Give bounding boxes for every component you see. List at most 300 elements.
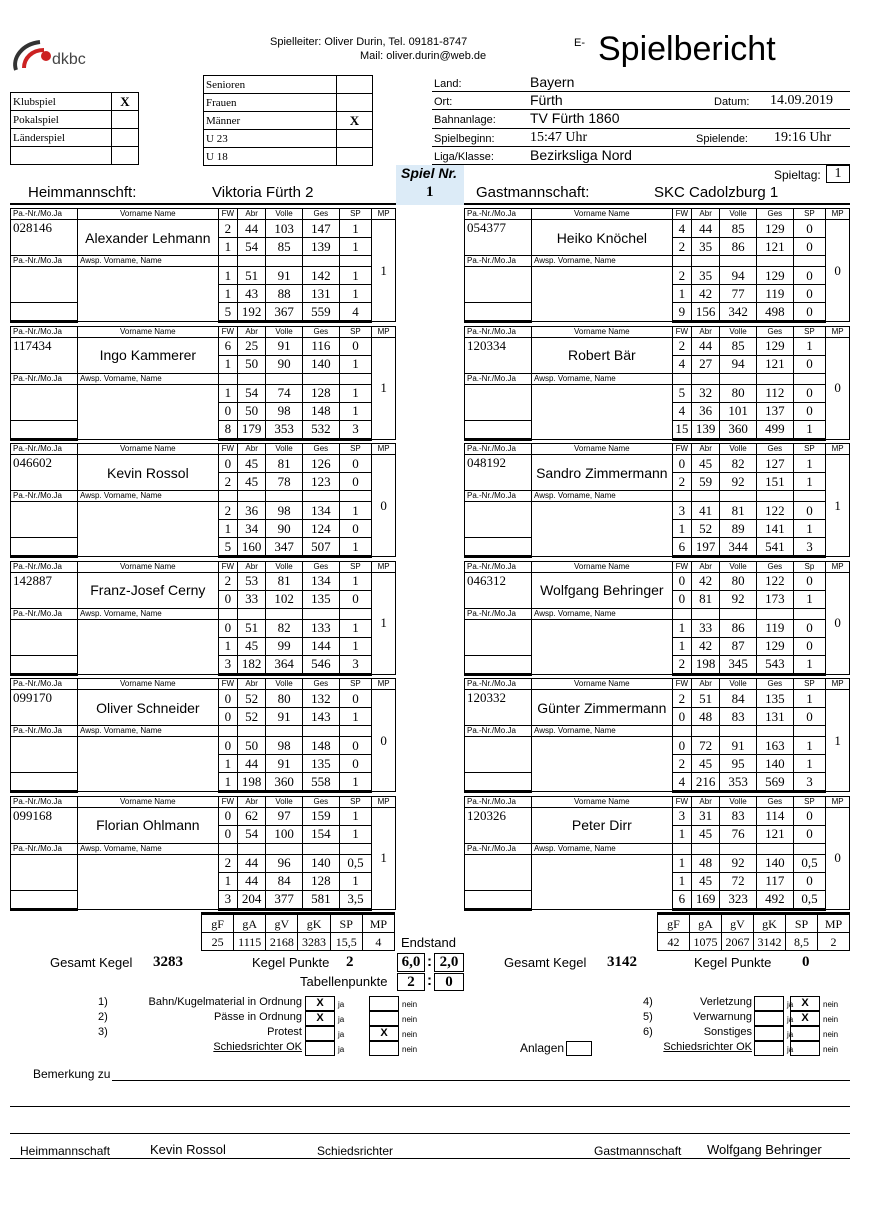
score-cell: 83 xyxy=(720,807,757,825)
empty-cell xyxy=(692,843,720,854)
total-cell: 347 xyxy=(266,538,303,557)
column-header: Pa.-Nr./Mo.Ja xyxy=(11,491,78,502)
score-cell: 91 xyxy=(720,737,757,755)
total-cell: 192 xyxy=(238,303,266,322)
total-cell: 344 xyxy=(720,538,757,557)
sub-pass-number[interactable] xyxy=(465,384,532,420)
score-cell: 0 xyxy=(793,825,825,843)
total-cell: 5 xyxy=(218,538,237,557)
gast-sign-label: Gastmannschaft xyxy=(594,1144,682,1158)
total-cell: 8 xyxy=(218,420,237,439)
total-cell: 377 xyxy=(266,890,303,909)
column-header: Abr xyxy=(238,326,266,337)
column-header: Pa.-Nr./Mo.Ja xyxy=(465,491,532,502)
player-mp: 1 xyxy=(372,572,396,674)
sub-player-name[interactable] xyxy=(78,619,219,674)
column-header: Pa.-Nr./Mo.Ja xyxy=(11,373,78,384)
score-cell: 33 xyxy=(238,590,266,608)
sub-pass-number[interactable] xyxy=(465,619,532,655)
score-cell: 129 xyxy=(756,220,793,238)
column-header: Pa.-Nr./Mo.Ja xyxy=(11,843,78,854)
sub-pass-number[interactable] xyxy=(465,854,532,890)
score-cell: 91 xyxy=(266,755,303,773)
game-type-mark[interactable]: X xyxy=(112,93,139,111)
player-mp: 0 xyxy=(372,455,396,557)
check-number: 4) xyxy=(643,996,653,1008)
game-type-mark[interactable] xyxy=(112,111,139,129)
check-nein-box[interactable] xyxy=(369,1041,399,1056)
score-cell: 82 xyxy=(720,455,757,473)
guest-player-block xyxy=(464,796,850,911)
column-header: FW xyxy=(218,561,237,572)
category-mark[interactable] xyxy=(337,76,373,94)
column-header: Ges xyxy=(302,444,339,455)
beginn-label: Spielbeginn: xyxy=(434,133,495,145)
score-cell: 139 xyxy=(302,238,339,256)
score-cell: 1 xyxy=(339,825,371,843)
score-cell: 0 xyxy=(793,220,825,238)
score-cell: 4 xyxy=(672,220,691,238)
column-header: Volle xyxy=(720,796,757,807)
score-cell: 33 xyxy=(692,619,720,637)
score-cell: 1 xyxy=(672,637,691,655)
check-ja-box[interactable] xyxy=(754,996,784,1011)
nein-label: nein xyxy=(823,1030,839,1039)
totals-header: gK xyxy=(754,914,786,933)
score-cell: 129 xyxy=(756,637,793,655)
empty-cell xyxy=(692,373,720,384)
column-header: Awsp. Vorname, Name xyxy=(532,608,673,619)
score-cell: 122 xyxy=(756,502,793,520)
player-name: Franz-Josef Cerny xyxy=(78,572,219,608)
anlagen-box[interactable] xyxy=(566,1041,592,1056)
total-cell: 182 xyxy=(238,655,266,674)
column-header: FW xyxy=(672,444,691,455)
sub-player-name[interactable] xyxy=(532,267,673,322)
sub-player-name[interactable] xyxy=(532,854,673,909)
home-kegelpunkte-label: Kegel Punkte xyxy=(252,955,330,970)
check-nein-box[interactable] xyxy=(790,1041,820,1056)
pass-number: 120332 xyxy=(465,690,532,726)
game-type-mark[interactable] xyxy=(112,147,139,165)
home-team-name: Viktoria Fürth 2 xyxy=(212,184,314,201)
guest-player-block xyxy=(464,326,850,441)
guest-kegelpunkte-label: Kegel Punkte xyxy=(694,955,772,970)
totals-header: SP xyxy=(330,914,362,933)
score-cell: 163 xyxy=(756,737,793,755)
sub-pass-number[interactable] xyxy=(465,502,532,538)
score-cell: 1 xyxy=(793,590,825,608)
empty-cell xyxy=(266,373,303,384)
sub-pass-number[interactable] xyxy=(465,267,532,303)
player-mp: 1 xyxy=(372,220,396,322)
player-name: Florian Ohlmann xyxy=(78,807,219,843)
guest-player-block xyxy=(464,443,850,558)
player-mp: 0 xyxy=(372,690,396,792)
empty-cell xyxy=(238,256,266,267)
score-cell: 1 xyxy=(793,520,825,538)
totals-header: MP xyxy=(818,914,850,933)
column-header: Pa.-Nr./Mo.Ja xyxy=(465,796,532,807)
category-mark[interactable]: X xyxy=(337,112,373,130)
score-cell: 45 xyxy=(692,825,720,843)
column-header: Vorname Name xyxy=(532,444,673,455)
sub-player-name[interactable] xyxy=(78,737,219,792)
score-cell: 134 xyxy=(302,572,339,590)
score-cell: 128 xyxy=(302,872,339,890)
nein-label: nein xyxy=(823,1000,839,1009)
sub-player-name[interactable] xyxy=(532,502,673,557)
score-cell: 91 xyxy=(266,267,303,285)
score-cell: 131 xyxy=(756,708,793,726)
score-cell: 1 xyxy=(793,473,825,491)
score-cell: 124 xyxy=(302,520,339,538)
total-cell: 0 xyxy=(793,303,825,322)
check-nein-box[interactable]: X xyxy=(369,1026,399,1041)
total-cell: 204 xyxy=(238,890,266,909)
pass-number: 120326 xyxy=(465,807,532,843)
empty-cell xyxy=(793,608,825,619)
column-header: Volle xyxy=(720,444,757,455)
column-header: Volle xyxy=(266,561,303,572)
total-cell: 198 xyxy=(692,655,720,674)
score-cell: 0 xyxy=(793,708,825,726)
total-cell: 3,5 xyxy=(339,890,371,909)
total-cell: 342 xyxy=(720,303,757,322)
score-cell: 45 xyxy=(238,473,266,491)
score-cell: 0 xyxy=(672,455,691,473)
score-cell: 0 xyxy=(672,708,691,726)
tabellen-colon: : xyxy=(427,972,432,989)
score-cell: 0 xyxy=(793,285,825,303)
empty-cell xyxy=(793,256,825,267)
score-cell: 45 xyxy=(692,755,720,773)
sub-pass-number[interactable] xyxy=(11,502,78,538)
column-header: SP xyxy=(339,326,371,337)
score-cell: 0 xyxy=(793,402,825,420)
score-cell: 147 xyxy=(302,220,339,238)
column-header: FW xyxy=(218,679,237,690)
column-header: Volle xyxy=(720,326,757,337)
empty-cell xyxy=(11,773,78,792)
column-header: Vorname Name xyxy=(532,679,673,690)
empty-cell xyxy=(692,256,720,267)
pass-number: 046312 xyxy=(465,572,532,608)
score-cell: 140 xyxy=(756,755,793,773)
score-cell: 0 xyxy=(339,690,371,708)
land-value: Bayern xyxy=(530,74,575,90)
empty-cell xyxy=(465,890,532,909)
score-cell: 1 xyxy=(218,355,237,373)
empty-cell xyxy=(238,726,266,737)
total-cell: 1 xyxy=(793,655,825,674)
column-header: Volle xyxy=(720,679,757,690)
column-header: MP xyxy=(372,444,396,455)
sub-player-name[interactable] xyxy=(532,737,673,792)
totals-header: SP xyxy=(786,914,818,933)
score-cell: 119 xyxy=(756,285,793,303)
score-cell: 1 xyxy=(793,737,825,755)
total-cell: 345 xyxy=(720,655,757,674)
score-cell: 1 xyxy=(218,384,237,402)
ja-label: ja xyxy=(787,1015,794,1024)
home-player-block xyxy=(10,678,396,793)
score-cell: 148 xyxy=(302,737,339,755)
empty-cell xyxy=(720,608,757,619)
column-header: SP xyxy=(339,561,371,572)
total-cell: 1 xyxy=(339,538,371,557)
total-cell: 6 xyxy=(672,890,691,909)
category-mark[interactable] xyxy=(337,130,373,148)
check-ja-box[interactable] xyxy=(754,1041,784,1056)
score-cell: 0 xyxy=(339,755,371,773)
empty-cell xyxy=(465,773,532,792)
ja-label: ja xyxy=(338,1045,345,1054)
score-cell: 133 xyxy=(302,619,339,637)
score-cell: 140 xyxy=(756,854,793,872)
bahn-label: Bahnanlage: xyxy=(434,114,496,126)
score-cell: 142 xyxy=(302,267,339,285)
column-header: MP xyxy=(826,796,850,807)
sub-player-name[interactable] xyxy=(532,619,673,674)
liga-label: Liga/Klasse: xyxy=(434,151,494,163)
column-header: Abr xyxy=(692,326,720,337)
score-cell: 42 xyxy=(692,637,720,655)
empty-cell xyxy=(266,843,303,854)
column-header: MP xyxy=(372,326,396,337)
score-cell: 94 xyxy=(720,355,757,373)
column-header: Abr xyxy=(692,209,720,220)
score-cell: 53 xyxy=(238,572,266,590)
sub-player-name[interactable] xyxy=(78,267,219,322)
tabellen-guest: 0 xyxy=(434,973,464,991)
column-header: Awsp. Vorname, Name xyxy=(532,726,673,737)
totals-value: 3142 xyxy=(754,933,786,951)
score-cell: 129 xyxy=(756,267,793,285)
total-cell: 498 xyxy=(756,303,793,322)
empty-cell xyxy=(339,491,371,502)
beginn-value: 15:47 Uhr xyxy=(530,130,588,145)
score-cell: 94 xyxy=(720,267,757,285)
score-cell: 50 xyxy=(238,737,266,755)
column-header: Pa.-Nr./Mo.Ja xyxy=(11,679,78,690)
game-type-row xyxy=(11,147,139,165)
sub-pass-number[interactable] xyxy=(11,384,78,420)
score-cell: 1 xyxy=(793,455,825,473)
score-cell: 134 xyxy=(302,502,339,520)
score-cell: 76 xyxy=(720,825,757,843)
empty-cell xyxy=(756,256,793,267)
sub-pass-number[interactable] xyxy=(11,737,78,773)
column-header: SP xyxy=(793,796,825,807)
score-cell: 80 xyxy=(266,690,303,708)
score-cell: 0 xyxy=(793,637,825,655)
column-header: Awsp. Vorname, Name xyxy=(78,373,219,384)
check-nein-box[interactable] xyxy=(369,996,399,1011)
column-header: MP xyxy=(826,444,850,455)
bahn-value: TV Fürth 1860 xyxy=(530,110,620,126)
ort-value: Fürth xyxy=(530,92,563,108)
score-cell: 1 xyxy=(218,872,237,890)
score-cell: 48 xyxy=(692,854,720,872)
player-mp: 0 xyxy=(826,337,850,439)
score-cell: 117 xyxy=(756,872,793,890)
empty-cell xyxy=(793,491,825,502)
score-cell: 1 xyxy=(339,619,371,637)
score-cell: 51 xyxy=(692,690,720,708)
column-header: Abr xyxy=(692,796,720,807)
score-cell: 173 xyxy=(756,590,793,608)
home-player-block xyxy=(10,561,396,676)
column-header: Abr xyxy=(238,679,266,690)
game-type-table xyxy=(10,92,139,165)
score-cell: 25 xyxy=(238,337,266,355)
check-nein-box[interactable]: X xyxy=(790,996,820,1011)
score-cell: 2 xyxy=(218,473,237,491)
sub-pass-number[interactable] xyxy=(11,267,78,303)
check-nein-box[interactable]: X xyxy=(790,1011,820,1026)
score-cell: 52 xyxy=(692,520,720,538)
empty-cell xyxy=(302,373,339,384)
column-header: Pa.-Nr./Mo.Ja xyxy=(11,561,78,572)
column-header: Vorname Name xyxy=(78,679,219,690)
column-header: Ges xyxy=(756,796,793,807)
check-label: Schiedsrichter OK xyxy=(213,1041,302,1053)
total-cell: 558 xyxy=(302,773,339,792)
score-cell: 2 xyxy=(218,572,237,590)
sub-pass-number[interactable] xyxy=(11,854,78,890)
column-header: Pa.-Nr./Mo.Ja xyxy=(11,444,78,455)
category-mark[interactable] xyxy=(337,94,373,112)
total-cell: 3 xyxy=(218,655,237,674)
player-name: Kevin Rossol xyxy=(78,455,219,491)
player-name: Robert Bär xyxy=(532,337,673,373)
empty-cell xyxy=(672,256,691,267)
empty-cell xyxy=(756,726,793,737)
home-totals-table xyxy=(201,912,395,951)
empty-cell xyxy=(720,726,757,737)
sub-pass-number[interactable] xyxy=(11,619,78,655)
score-cell: 91 xyxy=(266,337,303,355)
endstand-home: 6,0 xyxy=(397,953,425,972)
check-ja-box[interactable] xyxy=(305,1041,335,1056)
check-ja-box[interactable]: X xyxy=(305,1011,335,1026)
score-cell: 44 xyxy=(238,854,266,872)
heim-sign: Kevin Rossol xyxy=(150,1142,226,1157)
endstand-colon: : xyxy=(427,953,432,970)
player-mp: 0 xyxy=(826,807,850,909)
column-header: Abr xyxy=(692,444,720,455)
score-cell: 1 xyxy=(218,520,237,538)
check-ja-box[interactable]: X xyxy=(305,996,335,1011)
home-team-label: Heimmannschft: xyxy=(28,184,137,201)
empty-cell xyxy=(339,256,371,267)
home-player-block xyxy=(10,208,396,323)
score-cell: 0 xyxy=(793,807,825,825)
game-type-mark[interactable] xyxy=(112,129,139,147)
score-cell: 121 xyxy=(756,355,793,373)
score-cell: 0 xyxy=(218,455,237,473)
check-nein-box[interactable] xyxy=(790,1026,820,1041)
empty-cell xyxy=(465,538,532,557)
column-header: Ges xyxy=(302,326,339,337)
liga-value: Bezirksliga Nord xyxy=(530,147,632,163)
score-cell: 1 xyxy=(339,220,371,238)
guest-totals-table xyxy=(657,912,850,951)
column-header: FW xyxy=(218,326,237,337)
column-header: Awsp. Vorname, Name xyxy=(78,491,219,502)
score-cell: 81 xyxy=(720,502,757,520)
ja-label: ja xyxy=(787,1000,794,1009)
column-header: Volle xyxy=(266,796,303,807)
guest-gesamt-label: Gesamt Kegel xyxy=(504,955,587,970)
check-ja-box[interactable] xyxy=(754,1011,784,1026)
score-cell: 2 xyxy=(218,854,237,872)
check-ja-box[interactable] xyxy=(305,1026,335,1041)
score-cell: 80 xyxy=(720,572,757,590)
score-cell: 62 xyxy=(238,807,266,825)
empty-cell xyxy=(720,491,757,502)
column-header: SP xyxy=(793,326,825,337)
sub-pass-number[interactable] xyxy=(465,737,532,773)
totals-value: 15,5 xyxy=(330,933,362,951)
totals-value: 42 xyxy=(658,933,690,951)
score-cell: 96 xyxy=(266,854,303,872)
category-mark[interactable] xyxy=(337,148,373,166)
sub-player-name[interactable] xyxy=(78,502,219,557)
score-cell: 151 xyxy=(756,473,793,491)
total-cell: 532 xyxy=(302,420,339,439)
check-nein-box[interactable] xyxy=(369,1011,399,1026)
player-mp: 0 xyxy=(826,572,850,674)
player-name: Sandro Zimmermann xyxy=(532,455,673,491)
sub-player-name[interactable] xyxy=(532,384,673,439)
ja-label: ja xyxy=(787,1045,794,1054)
score-cell: 41 xyxy=(692,502,720,520)
total-cell: 9 xyxy=(672,303,691,322)
category-row xyxy=(204,76,373,94)
empty-cell xyxy=(672,843,691,854)
sub-player-name[interactable] xyxy=(78,384,219,439)
total-cell: 507 xyxy=(302,538,339,557)
score-cell: 0 xyxy=(672,590,691,608)
total-cell: 6 xyxy=(672,538,691,557)
score-cell: 44 xyxy=(238,220,266,238)
empty-cell xyxy=(793,726,825,737)
check-ja-box[interactable] xyxy=(754,1026,784,1041)
score-cell: 144 xyxy=(302,637,339,655)
score-cell: 0 xyxy=(218,619,237,637)
pass-number: 117434 xyxy=(11,337,78,373)
score-cell: 90 xyxy=(266,355,303,373)
column-header: Vorname Name xyxy=(78,326,219,337)
svg-text:dkbc: dkbc xyxy=(52,51,86,68)
empty-cell xyxy=(720,373,757,384)
sub-player-name[interactable] xyxy=(78,854,219,909)
score-cell: 0,5 xyxy=(793,854,825,872)
score-cell: 2 xyxy=(672,755,691,773)
score-cell: 143 xyxy=(302,708,339,726)
totals-value: 2 xyxy=(818,933,850,951)
empty-cell xyxy=(692,726,720,737)
total-cell: 5 xyxy=(218,303,237,322)
column-header: Ges xyxy=(756,326,793,337)
score-cell: 135 xyxy=(302,755,339,773)
home-gesamt-value: 3283 xyxy=(153,954,183,970)
total-cell: 364 xyxy=(266,655,303,674)
empty-cell xyxy=(465,420,532,439)
empty-cell xyxy=(238,843,266,854)
